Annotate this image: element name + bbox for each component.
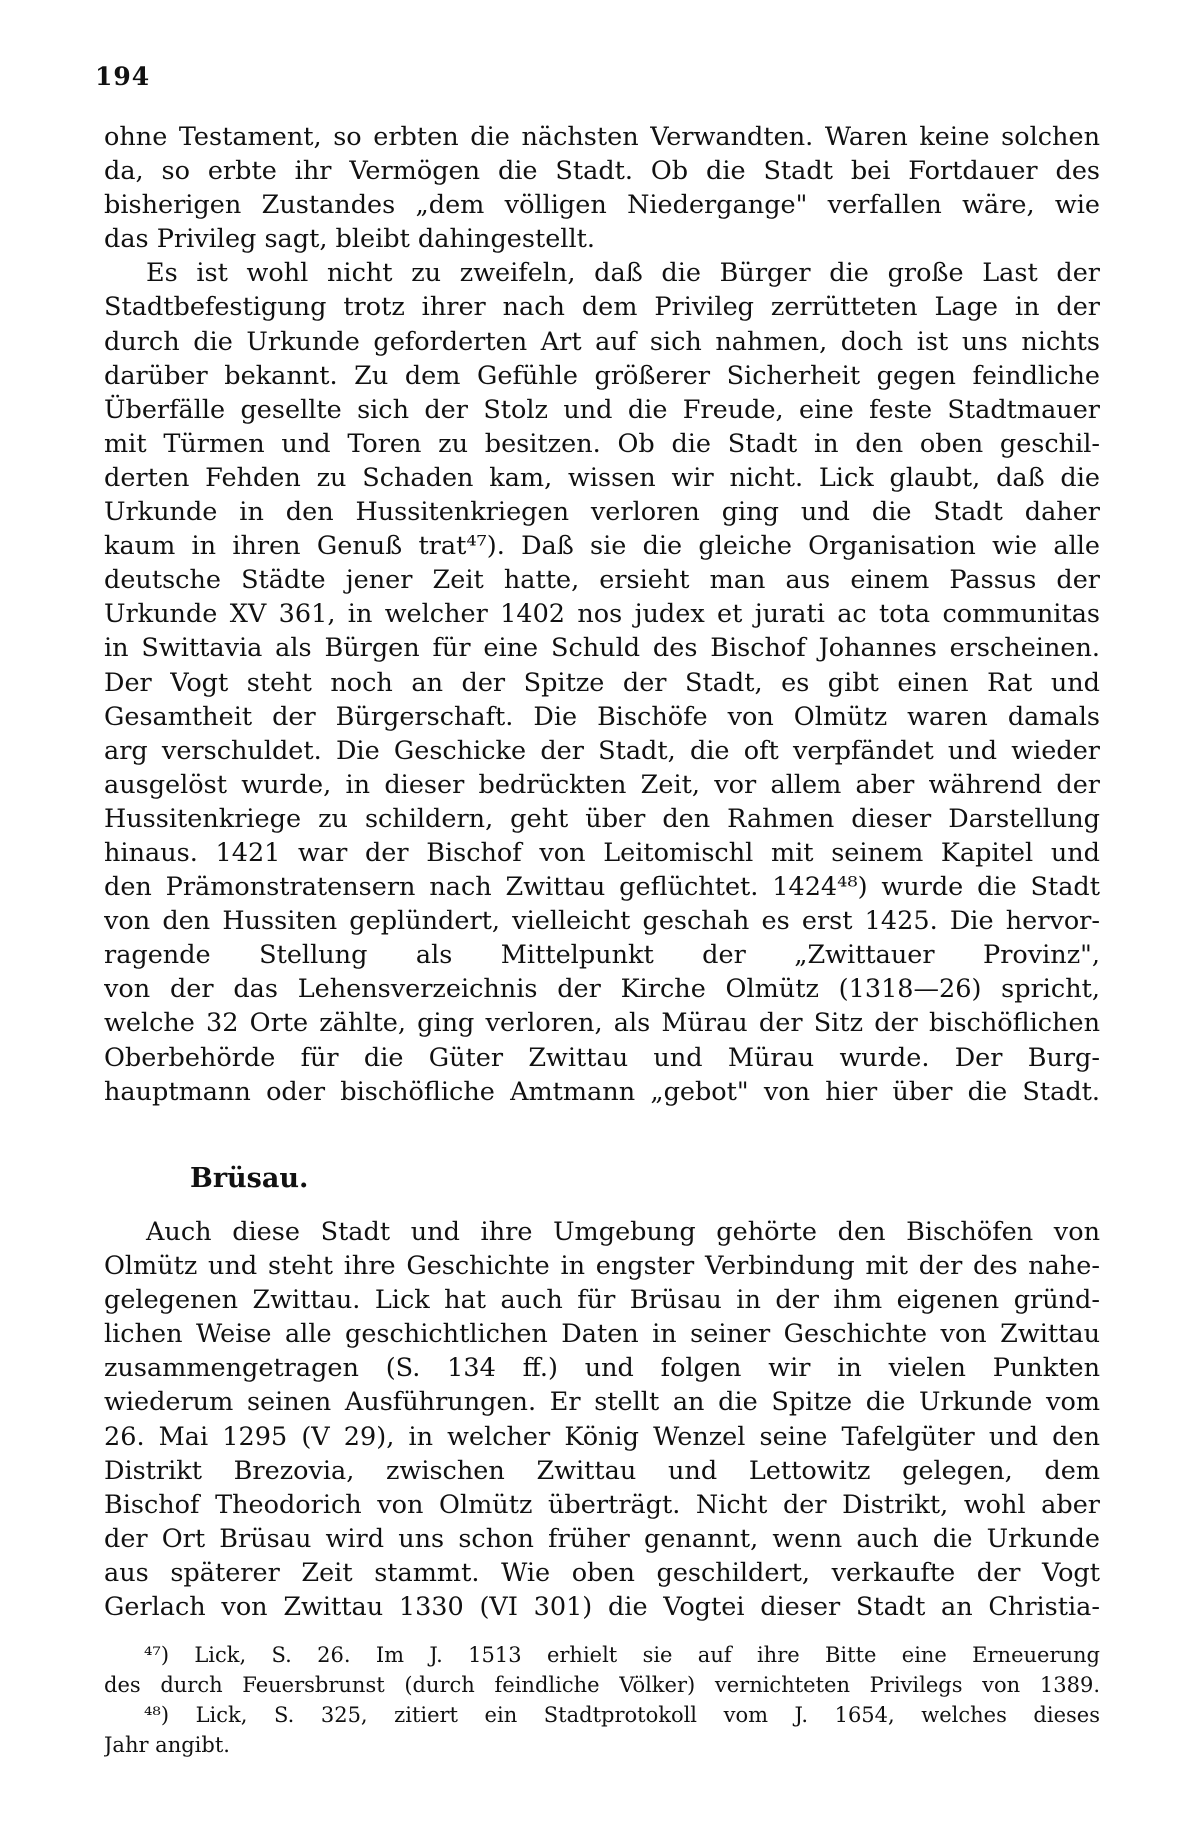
text-line: wiederum seinen Ausführungen. Er stellt an die Spitze die Urkunde vom — [104, 1387, 1100, 1418]
text-line: kaum in ihren Genuß trat⁴⁷). Daß sie die gleiche Organisation wie alle — [104, 531, 1100, 562]
text-line: mit Türmen und Toren zu besitzen. Ob die Stadt in den oben geschil- — [104, 428, 1100, 459]
text-line: Stadtbefestigung trotz ihrer nach dem Privileg zerrütteten Lage in der — [104, 292, 1100, 323]
text-line: Es ist wohl nicht zu zweifeln, daß die Bürger die große Last der — [146, 258, 1100, 289]
section-heading: Brüsau. — [190, 1163, 309, 1194]
text-line: bisherigen Zustandes „dem völligen Niedergange" verfallen wäre, wie — [104, 190, 1100, 221]
text-line: Der Vogt steht noch an der Spitze der Stadt, es gibt einen Rat und — [104, 667, 1100, 698]
text-line: welche 32 Orte zählte, ging verloren, als Mürau der Sitz der bischöflichen — [104, 1008, 1100, 1039]
text-line: Gerlach von Zwittau 1330 (VI 301) die Vogtei dieser Stadt an Christia- — [104, 1592, 1100, 1623]
text-line: Gesamtheit der Bürgerschaft. Die Bischöfe von Olmütz waren damals — [104, 701, 1100, 732]
footnotes — [104, 1640, 1100, 1760]
footnote-line: des durch Feuersbrunst (durch feindliche Völker) vernichteten Privilegs von 1389. — [104, 1673, 1100, 1697]
text-line: aus späterer Zeit stammt. Wie oben geschildert, verkaufte der Vogt — [104, 1557, 1100, 1588]
footnote-line: Jahr angibt. — [104, 1733, 230, 1757]
text-line: lichen Weise alle geschichtlichen Daten in seiner Geschichte von Zwittau — [104, 1319, 1100, 1350]
text-line: den Prämonstratensern nach Zwittau geflüchtet. 1424⁴⁸) wurde die Stadt — [104, 872, 1100, 903]
text-line: Urkunde XV 361, in welcher 1402 nos judex et jurati ac tota communitas — [104, 599, 1100, 630]
footnote-line: ⁴⁸) Lick, S. 325, zitiert ein Stadtprotokoll vom J. 1654, welches dieses — [144, 1703, 1100, 1727]
text-line: Bischof Theodorich von Olmütz überträgt. Nicht der Distrikt, wohl aber — [104, 1489, 1100, 1520]
footnote-line: ⁴⁷) Lick, S. 26. Im J. 1513 erhielt sie auf ihre Bitte eine Erneuerung — [144, 1643, 1100, 1667]
text-line: von der das Lehensverzeichnis der Kirche Olmütz (1318—26) spricht, — [104, 974, 1100, 1005]
text-line: Urkunde in den Hussitenkriegen verloren ging und die Stadt daher — [104, 497, 1100, 528]
text-line: von den Hussiten geplündert, vielleicht geschah es erst 1425. Die hervor- — [104, 906, 1100, 937]
text-line: in Swittavia als Bürgen für eine Schuld des Bischof Johannes erscheinen. — [104, 633, 1100, 664]
text-line: Distrikt Brezovia, zwischen Zwittau und Lettowitz gelegen, dem — [104, 1455, 1100, 1486]
text-line: gelegenen Zwittau. Lick hat auch für Brüsau in der ihm eigenen gründ- — [104, 1285, 1100, 1316]
section-text — [104, 1215, 1100, 1624]
text-line: arg verschuldet. Die Geschicke der Stadt, die oft verpfändet und wieder — [104, 735, 1100, 766]
text-line: durch die Urkunde geforderten Art auf sich nahmen, doch ist uns nichts — [104, 326, 1100, 357]
text-line: darüber bekannt. Zu dem Gefühle größerer Sicherheit gegen feindliche — [104, 360, 1100, 391]
main-text — [104, 120, 1100, 1109]
text-line: zusammengetragen (S. 134 ff.) und folgen wir in vielen Punkten — [104, 1353, 1100, 1384]
text-line: Olmütz und steht ihre Geschichte in engster Verbindung mit der des nahe- — [104, 1251, 1100, 1282]
text-line: deutsche Städte jener Zeit hatte, ersieht man aus einem Passus der — [104, 565, 1100, 596]
text-line: ausgelöst wurde, in dieser bedrückten Zeit, vor allem aber während der — [104, 769, 1100, 800]
text-line: derten Fehden zu Schaden kam, wissen wir nicht. Lick glaubt, daß die — [104, 462, 1100, 493]
text-line: 26. Mai 1295 (V 29), in welcher König Wenzel seine Tafelgüter und den — [104, 1421, 1100, 1452]
text-line: Überfälle gesellte sich der Stolz und die Freude, eine feste Stadtmauer — [104, 394, 1100, 425]
text-line: hinaus. 1421 war der Bischof von Leitomischl mit seinem Kapitel und — [104, 837, 1100, 868]
text-line: der Ort Brüsau wird uns schon früher genannt, wenn auch die Urkunde — [104, 1523, 1100, 1554]
text-line: ragende Stellung als Mittelpunkt der „Zwittauer Provinz", — [104, 940, 1100, 971]
text-line: Hussitenkriege zu schildern, geht über den Rahmen dieser Darstellung — [104, 803, 1100, 834]
text-line: da, so erbte ihr Vermögen die Stadt. Ob die Stadt bei Fortdauer des — [104, 156, 1100, 187]
text-line: Oberbehörde für die Güter Zwittau und Mürau wurde. Der Burg- — [104, 1042, 1100, 1073]
text-line: Auch diese Stadt und ihre Umgebung gehörte den Bischöfen von — [146, 1217, 1100, 1247]
text-line: das Privileg sagt, bleibt dahingestellt. — [104, 224, 595, 255]
page-number: 194 — [95, 62, 151, 91]
text-line: hauptmann oder bischöfliche Amtmann „gebot" von hier über die Stadt. — [104, 1076, 1100, 1107]
text-line: ohne Testament, so erbten die nächsten Verwandten. Waren keine solchen — [104, 122, 1100, 152]
